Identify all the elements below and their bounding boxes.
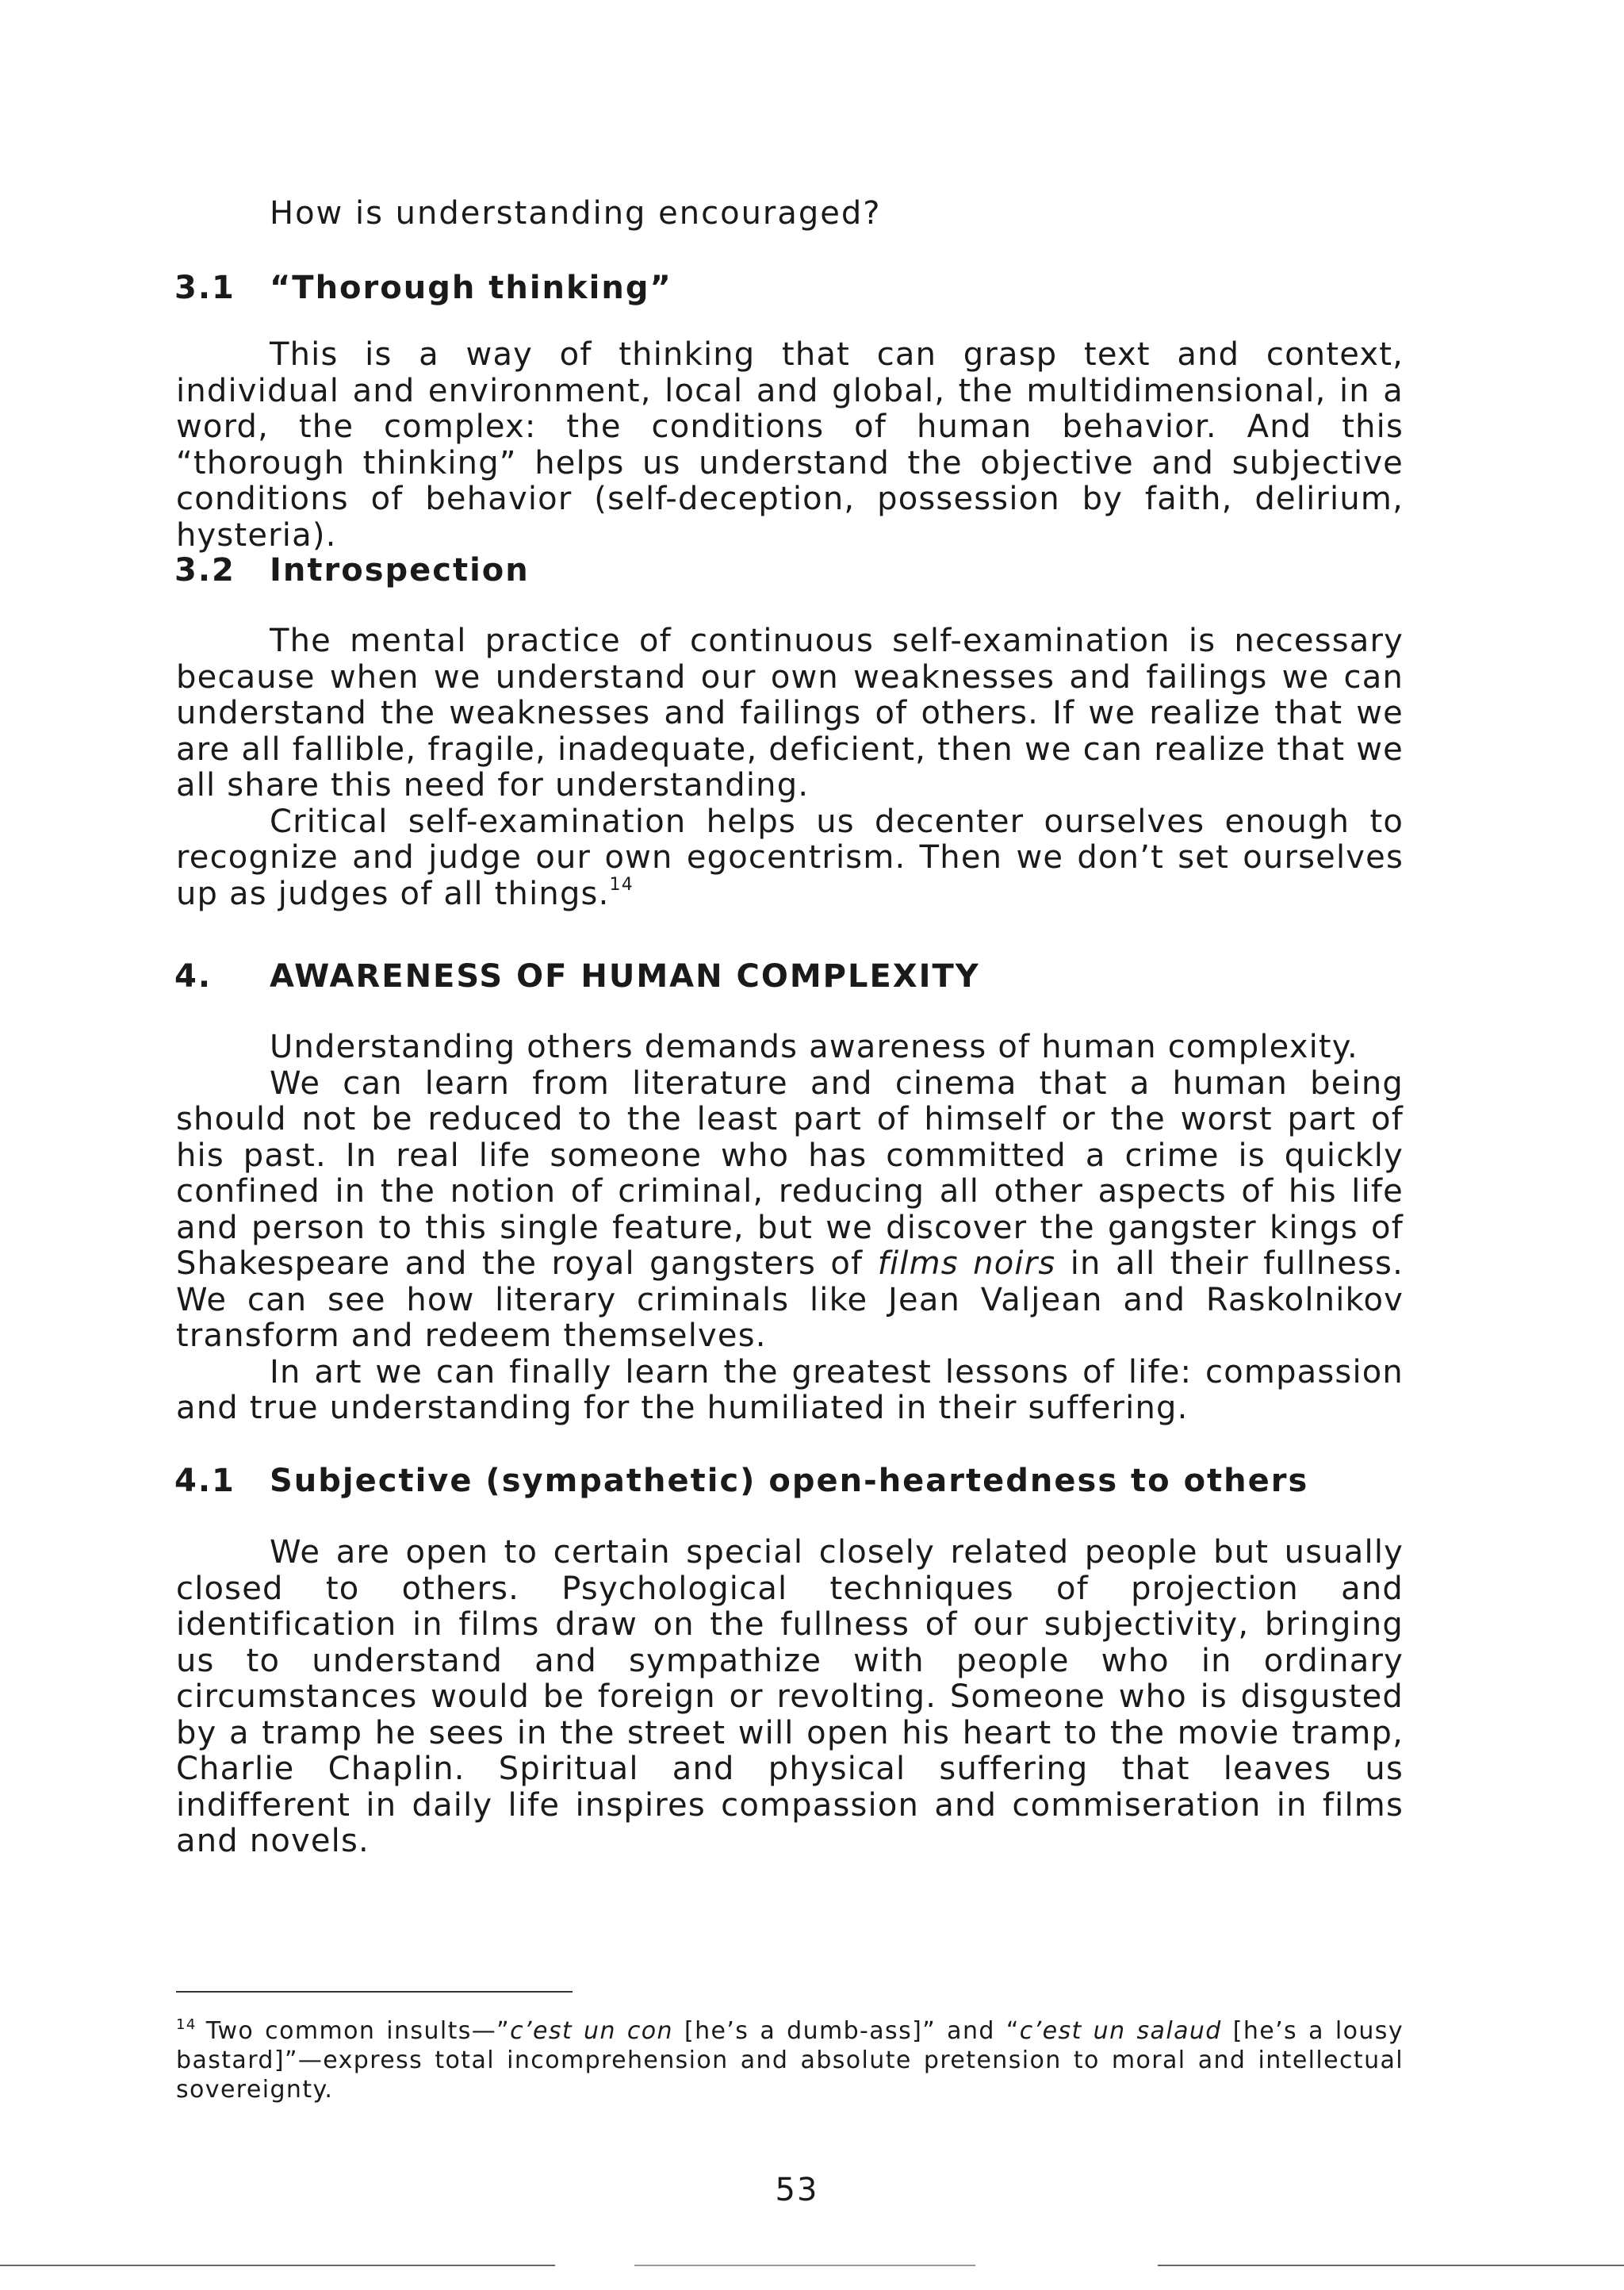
- footnote-text: Two common insults—”: [205, 2017, 511, 2045]
- footnote-italic: c’est un con: [510, 2017, 673, 2045]
- footnote-text: [he’s a dumb-ass]” and “: [672, 2017, 1020, 2045]
- section-number: 3.1: [174, 270, 236, 306]
- paragraph: We are open to certain special closely related people but usually closed to others. Psychological techniques of projection and identification in films draw on the fullness of our subjectivity, bringing us to understand and sympathize with people who in ordinary circumstances would be foreign or revolting. Someone who is disgusted by a tramp he sees in the street will open his heart to the movie tramp, Charlie Chaplin. Spiritual and physical suffering that leaves us indifferent in daily life inspires compassion and commiseration in films and novels.: [176, 1534, 1404, 1859]
- paragraph: In art we can finally learn the greatest lessons of life: compassion and true understanding for the humiliated in their suffering.: [176, 1353, 1404, 1426]
- scan-edge-line: [634, 2265, 975, 2266]
- footnote: [176, 2016, 1404, 2104]
- footnote-separator: [176, 1991, 573, 1993]
- paragraph-text: We can learn from literature and cinema that a human being should not be reduced to the least part of himself or the worst part of his past. In real life someone who has committed a crime is quickly confined in the notion of criminal, reducing all other aspects of his life and person to this single feature, but we discover the gangster kings of Shakespeare and the royal gangsters of: [176, 1064, 1404, 1282]
- section-3-1-body: [176, 337, 1404, 554]
- scan-edge-line: [1158, 2265, 1624, 2266]
- scan-edge-line: [0, 2265, 555, 2266]
- paragraph: [176, 1066, 1404, 1355]
- section-number: 3.2: [174, 552, 236, 589]
- section-title: Introspection: [270, 552, 530, 589]
- section-heading-4-1: [174, 1463, 1443, 1502]
- section-title: Subjective (sympathetic) open-heartedness to others: [270, 1463, 1309, 1499]
- section-heading-3-2: [174, 552, 1443, 592]
- paragraph-text: Critical self-examination helps us decenter ourselves enough to recognize and judge our own egocentrism. Then we don’t set ourselves up as judges of all things.: [176, 803, 1404, 912]
- section-number: 4.1: [174, 1463, 236, 1499]
- paragraph: This is a way of thinking that can grasp text and context, individual and environment, local and global, the multidimensional, in a word, the complex: the conditions of human behavior. And this “thorough thinking” helps us understand the objective and subjective conditions of behavior (self-deception, possession by faith, delirium, hysteria).: [176, 336, 1404, 554]
- italic-term: films noirs: [877, 1245, 1056, 1282]
- paragraph: The mental practice of continuous self-examination is necessary because when we understand our own weaknesses and failings we can understand the weaknesses and failings of others. If we realize that we are all fallible, fragile, inadequate, deficient, then we can realize that we all share this need for understanding.: [176, 623, 1404, 804]
- footnote-text: [he’s a lousy bastard]”—express total incomprehension and absolute pretension to moral and intellectual sovereignty.: [176, 2017, 1404, 2104]
- lead-question: How is understanding encouraged?: [270, 195, 882, 232]
- paragraph: [176, 804, 1404, 913]
- section-title: “Thorough thinking”: [270, 270, 672, 306]
- footnote-reference[interactable]: 14: [609, 874, 634, 895]
- section-4-body: [176, 1030, 1404, 1427]
- section-3-2-body: [176, 623, 1404, 912]
- paragraph: Understanding others demands awareness of human complexity.: [270, 1029, 1358, 1065]
- section-heading-4: [174, 958, 1443, 998]
- section-heading-3-1: [174, 270, 1443, 309]
- footnote-italic: c’est un salaud: [1019, 2017, 1222, 2045]
- footnote-marker: 14: [176, 2016, 197, 2033]
- section-4-1-body: [176, 1535, 1404, 1860]
- paragraph-text: in all their fullness. We can see how literary criminals like Jean Valjean and Raskolnikov transform and redeem themselves.: [176, 1245, 1404, 1354]
- section-title: AWARENESS OF HUMAN COMPLEXITY: [270, 958, 980, 995]
- page-number: 53: [775, 2172, 819, 2208]
- section-number: 4.: [174, 958, 213, 995]
